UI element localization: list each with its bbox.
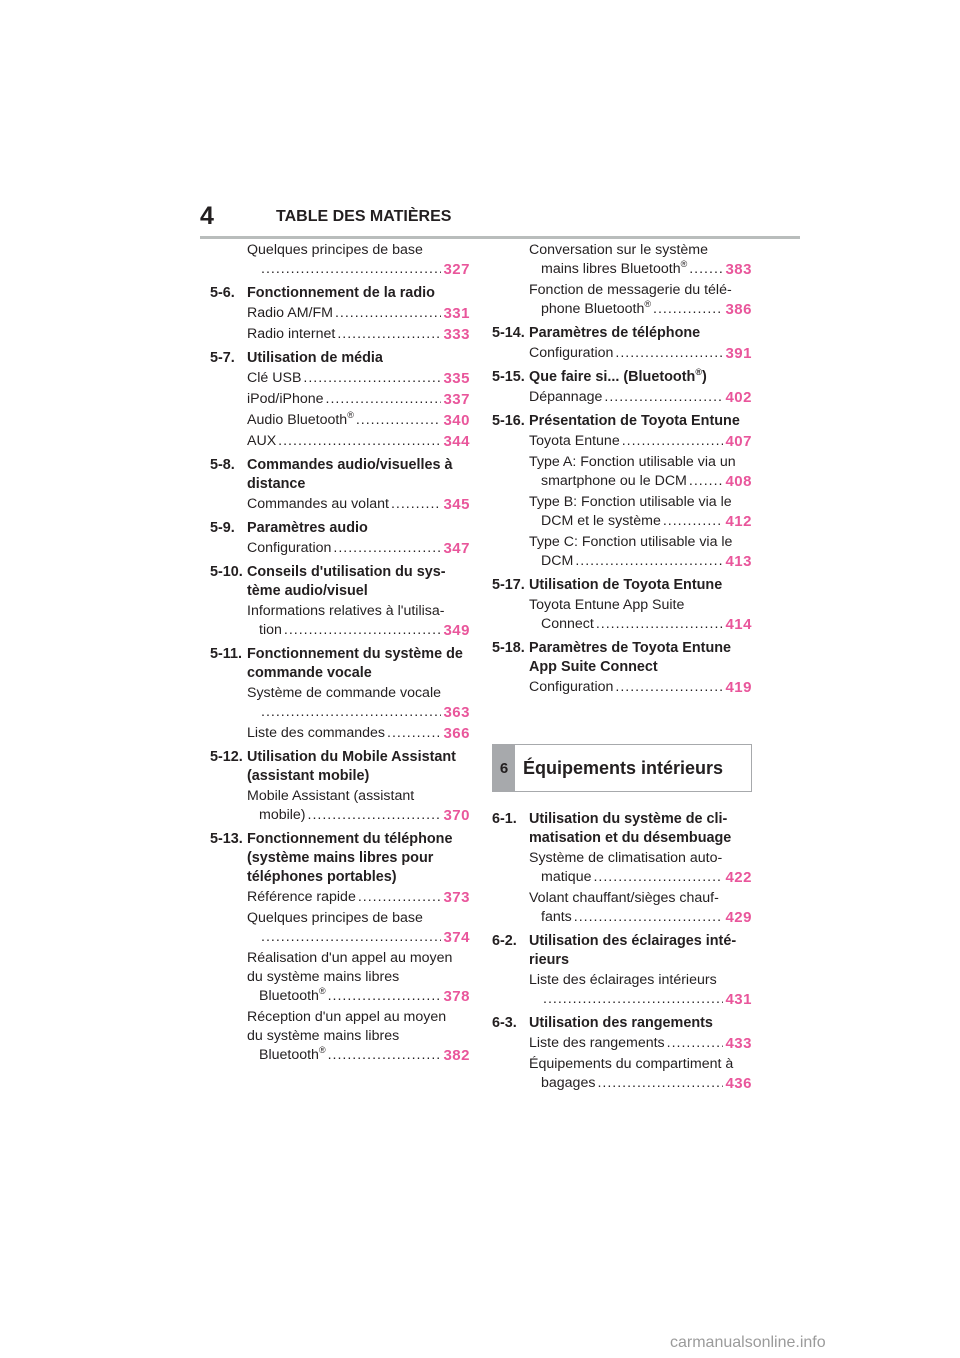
entry-text: [259, 987, 326, 1006]
dot-leader: [391, 495, 442, 514]
watermark: carmanualsonline.info: [670, 1334, 826, 1351]
entry-last-line: [529, 300, 752, 319]
dot-leader: [358, 888, 442, 907]
entry-last-line: [529, 908, 752, 927]
section-title-text: Conseils d'utilisation du sys-tème audio/visuel: [247, 564, 446, 599]
entry-text-line: Équipements du compartiment à: [529, 1056, 734, 1072]
page-link[interactable]: 433: [725, 1035, 752, 1052]
entry-text-value: Liste des commandes: [247, 725, 386, 741]
dot-leader: [308, 806, 442, 825]
entry-text-line: Type B: Fonction utilisable via le: [529, 494, 732, 510]
entry-text-value: tion: [259, 622, 282, 638]
dot-leader: [261, 260, 441, 279]
entry-text-value: mobile): [259, 807, 306, 823]
page-link[interactable]: 333: [443, 326, 470, 343]
toc-entry[interactable]: [529, 493, 752, 532]
page-link[interactable]: 412: [725, 513, 752, 530]
dot-leader: [328, 1046, 442, 1065]
entry-text-line: Type C: Fonction utilisable via le: [529, 534, 733, 550]
dot-leader: [575, 552, 723, 571]
entry-text: [259, 1046, 326, 1065]
dot-leader: [303, 369, 441, 388]
entry-text: [259, 806, 306, 825]
entry-last-line: [247, 260, 470, 279]
dot-leader: [356, 411, 442, 430]
entry-last-line: [529, 260, 752, 279]
entry-text-value: Bluetooth: [259, 988, 319, 1004]
chapter-title: Équipements intérieurs: [523, 757, 724, 778]
toc-entry[interactable]: [529, 678, 752, 698]
entry-text: [541, 1074, 595, 1093]
entry-text: [541, 512, 661, 531]
section-number: 5-10.: [210, 564, 243, 580]
toc-entry[interactable]: [247, 1008, 470, 1066]
section-title-text: Fonctionnement du téléphone (système mains libres pour téléphones portables): [247, 831, 453, 885]
entry-last-line: [529, 990, 752, 1009]
section-number: 5-12.: [210, 749, 243, 765]
dot-leader: [387, 724, 441, 743]
dot-leader: [335, 304, 442, 323]
section-number: 5-11.: [210, 646, 243, 662]
entry-text-line: Type A: Fonction utilisable via un: [529, 454, 736, 470]
section-title: [247, 645, 470, 683]
entry-text: [541, 552, 573, 571]
dot-leader: [333, 539, 441, 558]
section-heading: [210, 748, 470, 786]
toc-entry[interactable]: [247, 325, 470, 345]
entry-text-value: matique: [541, 869, 592, 885]
entry-text: [247, 432, 276, 451]
entry-text-value: Référence rapide: [247, 889, 356, 905]
toc-right-lower: [492, 806, 752, 1094]
entry-text-value: smartphone ou le DCM: [541, 473, 687, 489]
entry-text-line: Réception d'un appel au moyen: [247, 1009, 447, 1025]
toc-entry[interactable]: [247, 909, 470, 948]
section-title-end: ): [701, 369, 707, 385]
section-number: 5-13.: [210, 831, 243, 847]
toc-entry[interactable]: [247, 369, 470, 389]
section-title-text: Présentation de Toyota Entune: [529, 413, 740, 429]
section-heading: [210, 456, 470, 494]
entry-text: [529, 388, 602, 407]
section-heading: [210, 830, 470, 887]
dot-leader: [574, 908, 724, 927]
entry-text-value: Clé USB: [247, 370, 302, 386]
entry-text-value: Configuration: [529, 345, 614, 361]
section-title: [529, 368, 752, 387]
entry-text-line: Réalisation d'un appel au moyen: [247, 950, 453, 966]
page-link[interactable]: 419: [725, 679, 752, 696]
entry-last-line: [529, 432, 752, 451]
entry-text-line: Quelques principes de base: [247, 242, 423, 258]
entry-text-line: Système de climatisation auto-: [529, 850, 723, 866]
page-link[interactable]: 349: [443, 622, 470, 639]
entry-text-value: Commandes au volant: [247, 496, 389, 512]
entry-text-value: Toyota Entune: [529, 433, 620, 449]
toc-entry[interactable]: [529, 889, 752, 928]
entry-text: [541, 260, 687, 279]
entry-text-value: AUX: [247, 433, 277, 449]
entry-text-value: Audio Bluetooth: [247, 412, 348, 428]
section-title: [247, 284, 470, 303]
entry-text-line: Système de commande vocale: [247, 685, 441, 701]
dot-leader: [261, 928, 441, 947]
toc-entry[interactable]: [247, 949, 470, 1007]
entry-last-line: [247, 390, 470, 409]
entry-text-line: Mobile Assistant (assistant: [247, 788, 415, 804]
dot-leader: [596, 615, 724, 634]
entry-last-line: [247, 325, 470, 344]
page-link[interactable]: 337: [443, 391, 470, 408]
section-heading: [492, 1014, 752, 1033]
entry-last-line: [529, 1074, 752, 1093]
section-heading: [492, 324, 752, 343]
section-heading: [210, 519, 470, 538]
entry-text-value: iPod/iPhone: [247, 391, 324, 407]
page-link[interactable]: 344: [443, 433, 470, 450]
page-link[interactable]: 386: [725, 301, 752, 318]
entry-text-line: Quelques principes de base: [247, 910, 423, 926]
section-title-text: Utilisation de Toyota Entune: [529, 577, 723, 593]
page-link[interactable]: 413: [725, 553, 752, 570]
toc-entry[interactable]: [247, 787, 470, 826]
dot-leader: [604, 388, 723, 407]
entry-text-value: Configuration: [247, 540, 332, 556]
entry-last-line: [247, 703, 470, 722]
toc-entry[interactable]: [529, 533, 752, 572]
entry-text-line: Conversation sur le système: [529, 242, 708, 258]
registered-mark: ®: [680, 259, 688, 269]
entry-last-line: [247, 621, 470, 640]
entry-text-value: Configuration: [529, 679, 614, 695]
dot-leader: [622, 432, 724, 451]
toc-entry[interactable]: [247, 390, 470, 410]
dot-leader: [689, 260, 723, 279]
page-link[interactable]: 347: [443, 540, 470, 557]
entry-text-value: Radio internet: [247, 326, 336, 342]
page-link[interactable]: 374: [443, 929, 470, 946]
section-heading: [492, 576, 752, 595]
entry-text: [541, 908, 572, 927]
toc-entry[interactable]: [529, 1034, 752, 1054]
page-number: 4: [200, 202, 214, 230]
page-link[interactable]: 422: [725, 869, 752, 886]
section-title: [247, 519, 470, 538]
dot-leader: [278, 432, 441, 451]
page-link[interactable]: 414: [725, 616, 752, 633]
dot-leader: [337, 325, 441, 344]
dot-leader: [593, 868, 723, 887]
section-number: 6-3.: [492, 1015, 517, 1031]
entry-last-line: [529, 868, 752, 887]
chapter-box[interactable]: [492, 744, 752, 792]
entry-text-value: DCM: [541, 553, 574, 569]
registered-mark: ®: [318, 1045, 326, 1055]
entry-text-line: Liste des éclairages intérieurs: [529, 972, 717, 988]
section-heading: [210, 563, 470, 601]
section-number: 5-7.: [210, 350, 235, 366]
entry-text-value: phone Bluetooth: [541, 301, 645, 317]
entry-text-line: du système mains libres: [247, 969, 400, 985]
section-title-text: Utilisation des éclairages inté-rieurs: [529, 933, 737, 968]
dot-leader: [615, 344, 723, 363]
section-title-text: Utilisation du Mobile Assistant (assistant mobile): [247, 749, 456, 784]
section-title-text: Utilisation de média: [247, 350, 383, 366]
section-title-text: Fonctionnement du système de commande vocale: [247, 646, 463, 681]
toc-entry[interactable]: [529, 453, 752, 492]
chapter-number: 6: [493, 745, 515, 791]
entry-text-value: Bluetooth: [259, 1047, 319, 1063]
toc-entry[interactable]: [529, 281, 752, 320]
page-link[interactable]: 335: [443, 370, 470, 387]
section-number: 5-15.: [492, 369, 525, 385]
section-title: [529, 1014, 752, 1033]
entry-text: [529, 1034, 665, 1053]
entry-text: [529, 344, 613, 363]
entry-last-line: [529, 388, 752, 407]
dot-leader: [543, 990, 723, 1009]
section-title-text: Utilisation des rangements: [529, 1015, 713, 1031]
section-title: [529, 932, 752, 970]
toc-entry[interactable]: [529, 849, 752, 888]
entry-last-line: [529, 678, 752, 697]
entry-last-line: [247, 724, 470, 743]
dot-leader: [597, 1074, 723, 1093]
entry-text: [259, 621, 282, 640]
dot-leader: [663, 512, 724, 531]
dot-leader: [261, 703, 441, 722]
page-link[interactable]: 436: [725, 1075, 752, 1092]
entry-last-line: [247, 539, 470, 558]
entry-text: [541, 615, 594, 634]
dot-leader: [667, 1034, 724, 1053]
section-heading: [492, 810, 752, 848]
section-title: [247, 830, 470, 887]
page-link[interactable]: 340: [443, 412, 470, 429]
entry-last-line: [247, 888, 470, 907]
page-link[interactable]: 408: [725, 473, 752, 490]
entry-text-value: Connect: [541, 616, 594, 632]
section-title-text: Utilisation du système de cli-matisation et du désembuage: [529, 811, 732, 846]
toc-entry[interactable]: [247, 724, 470, 744]
page-link[interactable]: 327: [443, 261, 470, 278]
section-title-text: Paramètres audio: [247, 520, 368, 536]
section-title-text: Paramètres de Toyota Entune App Suite Connect: [529, 640, 732, 675]
entry-text-line: Volant chauffant/sièges chauf-: [529, 890, 719, 906]
section-title: [529, 324, 752, 343]
toc-entry[interactable]: [247, 888, 470, 908]
entry-text-line: Informations relatives à l'utilisa-: [247, 603, 445, 619]
entry-text: [247, 325, 335, 344]
page-link[interactable]: 402: [725, 389, 752, 406]
toc-entry[interactable]: [247, 684, 470, 723]
page-link[interactable]: 345: [443, 496, 470, 513]
toc-entry[interactable]: [247, 241, 470, 280]
page-link[interactable]: 363: [443, 704, 470, 721]
entry-last-line: [247, 304, 470, 323]
entry-text: [529, 678, 613, 697]
section-title-text: Paramètres de téléphone: [529, 325, 701, 341]
dot-leader: [284, 621, 442, 640]
registered-mark: ®: [644, 299, 651, 309]
entry-text-value: fants: [541, 909, 572, 925]
toc-entry[interactable]: [247, 411, 470, 431]
toc-entry[interactable]: [529, 388, 752, 408]
toc-entry[interactable]: [529, 971, 752, 1010]
registered-mark: ®: [695, 367, 702, 377]
section-number: 6-2.: [492, 933, 517, 949]
page-link[interactable]: 407: [725, 433, 752, 450]
entry-text: [247, 495, 389, 514]
toc-entry[interactable]: [247, 602, 470, 641]
section-heading: [492, 368, 752, 387]
page-link[interactable]: 431: [725, 991, 752, 1008]
section-title-text: Commandes audio/visuelles à distance: [247, 457, 453, 492]
page-link[interactable]: 373: [443, 889, 470, 906]
toc-entry[interactable]: [247, 539, 470, 559]
page-link[interactable]: 383: [725, 261, 752, 278]
page-link[interactable]: 366: [443, 725, 470, 742]
entry-text-value: Radio AM/FM: [247, 305, 333, 321]
section-title: [247, 563, 470, 601]
entry-text: [247, 411, 354, 430]
section-title: [247, 456, 470, 494]
entry-text-value: DCM et le système: [541, 513, 661, 529]
section-title: [529, 639, 752, 677]
section-number: 5-9.: [210, 520, 235, 536]
entry-last-line: [529, 615, 752, 634]
page-link[interactable]: 429: [725, 909, 752, 926]
entry-last-line: [529, 1034, 752, 1053]
section-number: 5-18.: [492, 640, 525, 656]
section-heading: [210, 645, 470, 683]
entry-text-line: Fonction de messagerie du télé-: [529, 282, 732, 298]
section-heading: [492, 639, 752, 677]
entry-last-line: [247, 806, 470, 825]
section-number: 5-17.: [492, 577, 525, 593]
toc-left-column: [210, 240, 470, 1066]
toc-entry[interactable]: [247, 495, 470, 515]
page-header: [200, 200, 800, 239]
entry-text: [247, 369, 301, 388]
section-number: 5-8.: [210, 457, 235, 473]
entry-last-line: [247, 411, 470, 430]
section-title: [529, 412, 752, 431]
entry-last-line: [247, 369, 470, 388]
entry-text: [541, 300, 651, 319]
page-link[interactable]: 391: [725, 345, 752, 362]
dot-leader: [328, 987, 442, 1006]
entry-text: [247, 539, 331, 558]
section-number: 5-16.: [492, 413, 525, 429]
page-link[interactable]: 370: [443, 807, 470, 824]
entry-text-line: Toyota Entune App Suite: [529, 597, 685, 613]
toc-entry[interactable]: [247, 304, 470, 324]
toc-entry[interactable]: [529, 596, 752, 635]
section-title-text: Que faire si... (Bluetooth: [529, 369, 696, 385]
entry-last-line: [247, 928, 470, 947]
toc-right-column: [492, 240, 752, 698]
entry-text-line: du système mains libres: [247, 1028, 400, 1044]
section-number: 5-14.: [492, 325, 525, 341]
page-link[interactable]: 331: [443, 305, 470, 322]
entry-text: [541, 868, 591, 887]
entry-text-value: Liste des rangements: [529, 1035, 665, 1051]
dot-leader: [326, 390, 442, 409]
entry-last-line: [247, 432, 470, 451]
entry-last-line: [529, 344, 752, 363]
toc-entry[interactable]: [529, 241, 752, 280]
entry-last-line: [529, 472, 752, 491]
section-number: 6-1.: [492, 811, 517, 827]
registered-mark: ®: [318, 986, 326, 996]
entry-text: [247, 304, 333, 323]
entry-last-line: [247, 1046, 470, 1065]
toc-entry[interactable]: [529, 344, 752, 364]
section-heading: [492, 412, 752, 431]
entry-text: [541, 472, 687, 491]
entry-last-line: [529, 552, 752, 571]
entry-text-value: bagages: [541, 1075, 596, 1091]
section-title: [529, 576, 752, 595]
section-title: [247, 349, 470, 368]
section-number: 5-6.: [210, 285, 235, 301]
header-title: TABLE DES MATIÈRES: [276, 208, 452, 225]
registered-mark: ®: [347, 410, 354, 420]
entry-last-line: [529, 512, 752, 531]
section-title-text: Fonctionnement de la radio: [247, 285, 435, 301]
section-title: [247, 748, 470, 786]
entry-text: [247, 888, 356, 907]
entry-text-value: mains libres Bluetooth: [541, 261, 681, 277]
entry-text: [247, 390, 324, 409]
section-heading: [210, 349, 470, 368]
page-link[interactable]: 378: [443, 988, 470, 1005]
dot-leader: [689, 472, 724, 491]
section-heading: [492, 932, 752, 970]
toc-entry[interactable]: [529, 432, 752, 452]
section-heading: [210, 284, 470, 303]
section-title: [529, 810, 752, 848]
page-link[interactable]: 382: [443, 1047, 470, 1064]
entry-text-value: Dépannage: [529, 389, 603, 405]
dot-leader: [653, 300, 723, 319]
dot-leader: [615, 678, 723, 697]
toc-entry[interactable]: [247, 432, 470, 452]
entry-text: [247, 724, 385, 743]
entry-last-line: [247, 987, 470, 1006]
toc-entry[interactable]: [529, 1055, 752, 1094]
entry-last-line: [247, 495, 470, 514]
entry-text: [529, 432, 620, 451]
